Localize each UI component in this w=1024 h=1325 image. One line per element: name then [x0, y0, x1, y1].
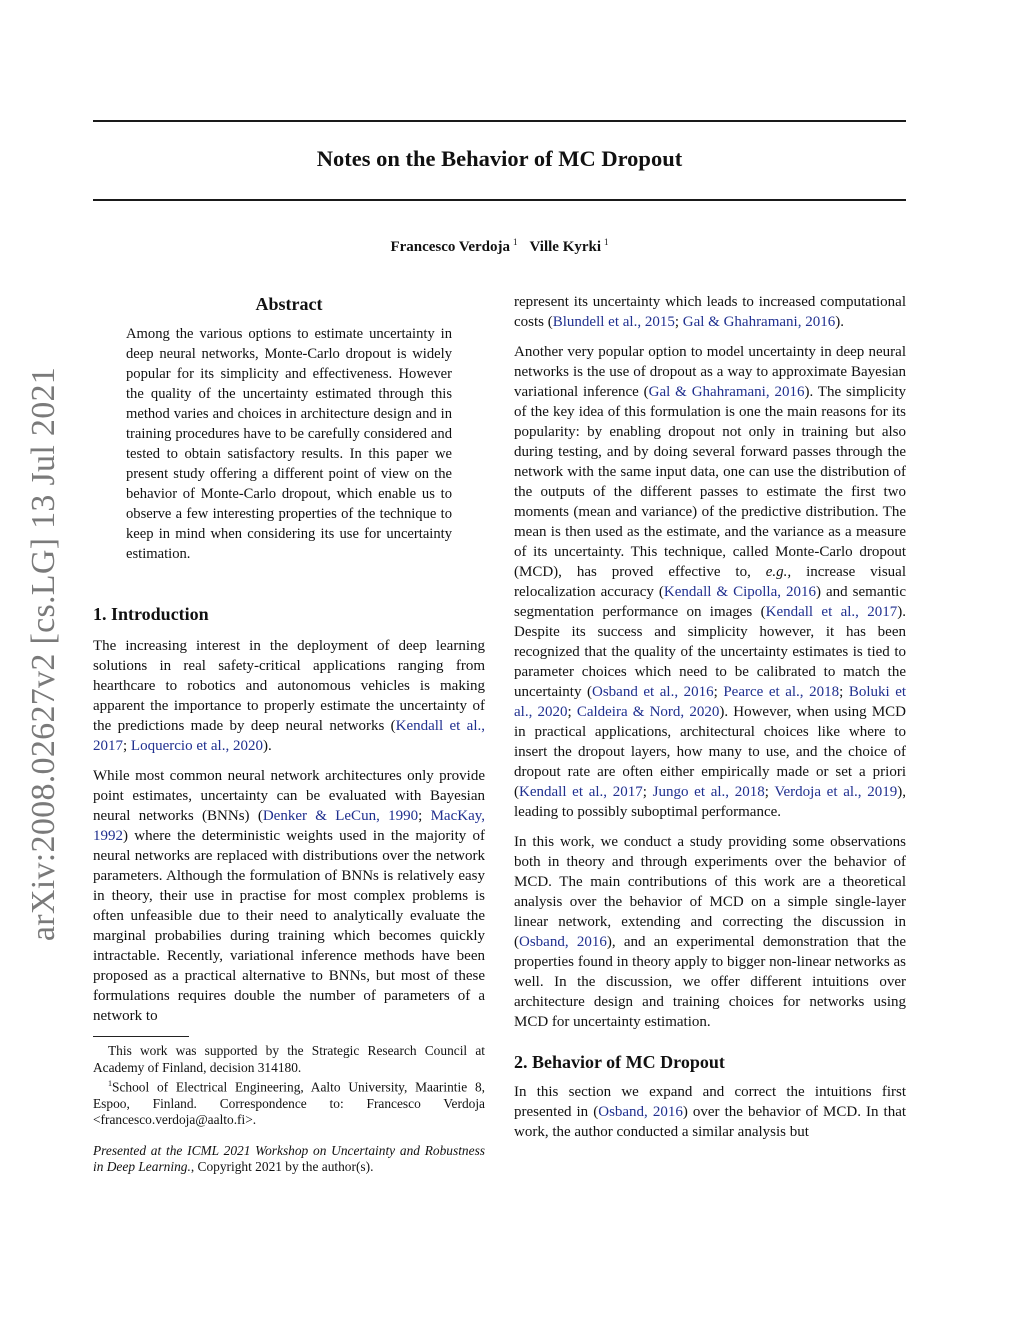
citation-link[interactable]: Osband et al., 2016 — [592, 684, 714, 700]
author-name: Ville Kyrki — [529, 239, 602, 255]
citation-link[interactable]: MacKay, 1992 — [93, 808, 485, 844]
section-heading-introduction: 1. Introduction — [93, 604, 209, 624]
footnote-divider — [93, 1036, 189, 1037]
arxiv-identifier-text: arXiv:2008.02627v2 [cs.LG] 13 Jul 2021 — [25, 366, 63, 942]
citation-link[interactable]: Gal & Ghahramani, 2016 — [648, 384, 805, 400]
right-column — [514, 292, 906, 1152]
title-rule-bottom — [93, 199, 906, 201]
body-paragraph-continued: represent its uncertainty which leads to increased computational costs (Blundell et al., 2015; Gal & Ghahramani, 2016). — [514, 294, 906, 330]
intro-paragraph-2: While most common neural network architectures only provide point estimates, uncertainty can be evaluated with Bayesian neural networks (BNNs) (Denker & LeCun, 1990; MacKay, 1992) where the deterministic weights used in the majority of neural networks are replaced with distributions over the network parameters. Although the formulation of BNNs is relatively easy in theory, their use in practise for most complex problems is often unfeasible due to their need to analytically evaluate the marginal probabilies during training which becomes quickly intractable. Recently, variational inference methods have been proposed as a practical alternative to BNNs, but most of these formulations requires double the number of parameters of a network to — [93, 768, 485, 1024]
paper-title: Notes on the Behavior of MC Dropout — [316, 146, 683, 171]
body-paragraph-contributions: In this work, we conduct a study providing some observations both in theory and through experiments over the behavior of MCD. The main contributions of this work are a theoretical analysis over the behavior of MCD on a simple single-layer linear network, extending and correcting the discussion in (Osband, 2016), and an experimental demonstration that the properties found in theory apply to bigger non-linear networks as well. In the discussion, we offer different intuitions over architecture design and training choices for networks using MCD for uncertainty estimation. — [514, 834, 906, 1030]
author-list — [93, 237, 906, 256]
citation-link[interactable]: Boluki et al., 2020 — [514, 684, 907, 720]
author-name: Francesco Verdoja — [390, 239, 511, 255]
footnote-affiliation: $^1$School of Electrical Engineering, Aalto University, Maarintie 8, Espoo, Finland. Correspondence to: Francesco Verdoja <francesco.verdoja@aalto.fi>. — [93, 1079, 485, 1128]
author-affiliation-mark: 1 — [604, 237, 609, 247]
intro-paragraph-1: The increasing interest in the deployment of deep learning solutions in real safety-critical applications ranging from hearthcare to robotics and autonomous vehicles is making apparent the importance to properly estimate the uncertainty of the predictions made by deep neural networks (Kendall et al., 2017; Loquercio et al., 2020). — [93, 638, 485, 754]
section-heading-behavior: 2. Behavior of MC Dropout — [514, 1052, 725, 1072]
abstract-heading: Abstract — [255, 294, 323, 314]
citation-link[interactable]: Kendall & Cipolla, 2016 — [663, 584, 817, 600]
author-affiliation-mark: 1 — [513, 237, 518, 247]
citation-link[interactable]: Loquercio et al., 2020 — [130, 738, 263, 754]
citation-link[interactable]: Jungo et al., 2018 — [652, 784, 765, 800]
left-column — [93, 292, 485, 1176]
arxiv-identifier-stamp — [16, 366, 72, 942]
title-rule-top — [93, 120, 906, 122]
citation-link[interactable]: Gal & Ghahramani, 2016 — [682, 314, 836, 330]
citation-link[interactable]: Osband, 2016 — [519, 934, 607, 950]
citation-link[interactable]: Kendall et al., 2017 — [93, 718, 485, 754]
footnote-presented-at: Presented at the ICML 2021 Workshop on Uncertainty and Robustness in Deep Learning., Copyright 2021 by the author(s). — [93, 1142, 485, 1175]
citation-link[interactable]: Denker & LeCun, 1990 — [262, 808, 419, 824]
citation-link[interactable]: Pearce et al., 2018 — [723, 684, 840, 700]
abstract-text: Among the various options to estimate uncertainty in deep neural networks, Monte-Carlo dropout is widely popular for its simplicity and effectiveness. However the quality of the uncertainty estimated through this method varies and choices in architecture design and in training procedures have to be carefully considered and tested to obtain satisfactory results. In this paper we present study offering a different point of view on the behavior of Monte-Carlo dropout, which enable us to observe a few interesting properties of the technique to keep in mind when considering its use for uncertainty estimation. — [126, 326, 452, 562]
citation-link[interactable]: Caldeira & Nord, 2020 — [576, 704, 720, 720]
citation-link[interactable]: Verdoja et al., 2019 — [774, 784, 898, 800]
footnote-funding: This work was supported by the Strategic Research Council at Academy of Finland, decision 314180. — [93, 1043, 485, 1075]
body-paragraph-mcd: Another very popular option to model uncertainty in deep neural networks is the use of dropout as a way to approximate Bayesian variational inference (Gal & Ghahramani, 2016). The simplicity of the key idea of this formulation is one the main reasons for its popularity: by enabling dropout not only in training but also during testing, and by doing several forward passes through the network with the same input data, one can use the distribution of the outputs of the different passes to estimate the first two moments (mean and variance) of the predictive distribution. The mean is then used as the estimate, and the variance as a measure of its uncertainty. This technique, called Monte-Carlo dropout (MCD), has proved effective to, e.g., increase visual relocalization accuracy (Kendall & Cipolla, 2016) and semantic segmentation performance on images (Kendall et al., 2017). Despite its success and simplicity however, it has been recognized that the quality of the uncertainty estimates is tied to parameter choices which need to be calibrated to match the uncertainty (Osband et al., 2016; Pearce et al., 2018; Boluki et al., 2020; Caldeira & Nord, 2020). However, when using MCD in practical applications, architectural choices like where to insert the dropout layers, how many to use, and the choice of dropout rate are often either empirically made or set a priori (Kendall et al., 2017; Jungo et al., 2018; Verdoja et al., 2019), leading to possibly suboptimal performance. — [514, 344, 907, 820]
citation-link[interactable]: Kendall et al., 2017 — [765, 604, 898, 620]
citation-link[interactable]: Osband, 2016 — [598, 1104, 683, 1120]
section-2-paragraph: In this section we expand and correct the intuitions first presented in (Osband, 2016) over the behavior of MCD. In that work, the author conducted a similar analysis but — [514, 1084, 907, 1140]
citation-link[interactable]: Blundell et al., 2015 — [552, 314, 675, 330]
citation-link[interactable]: Kendall et al., 2017 — [519, 784, 643, 800]
